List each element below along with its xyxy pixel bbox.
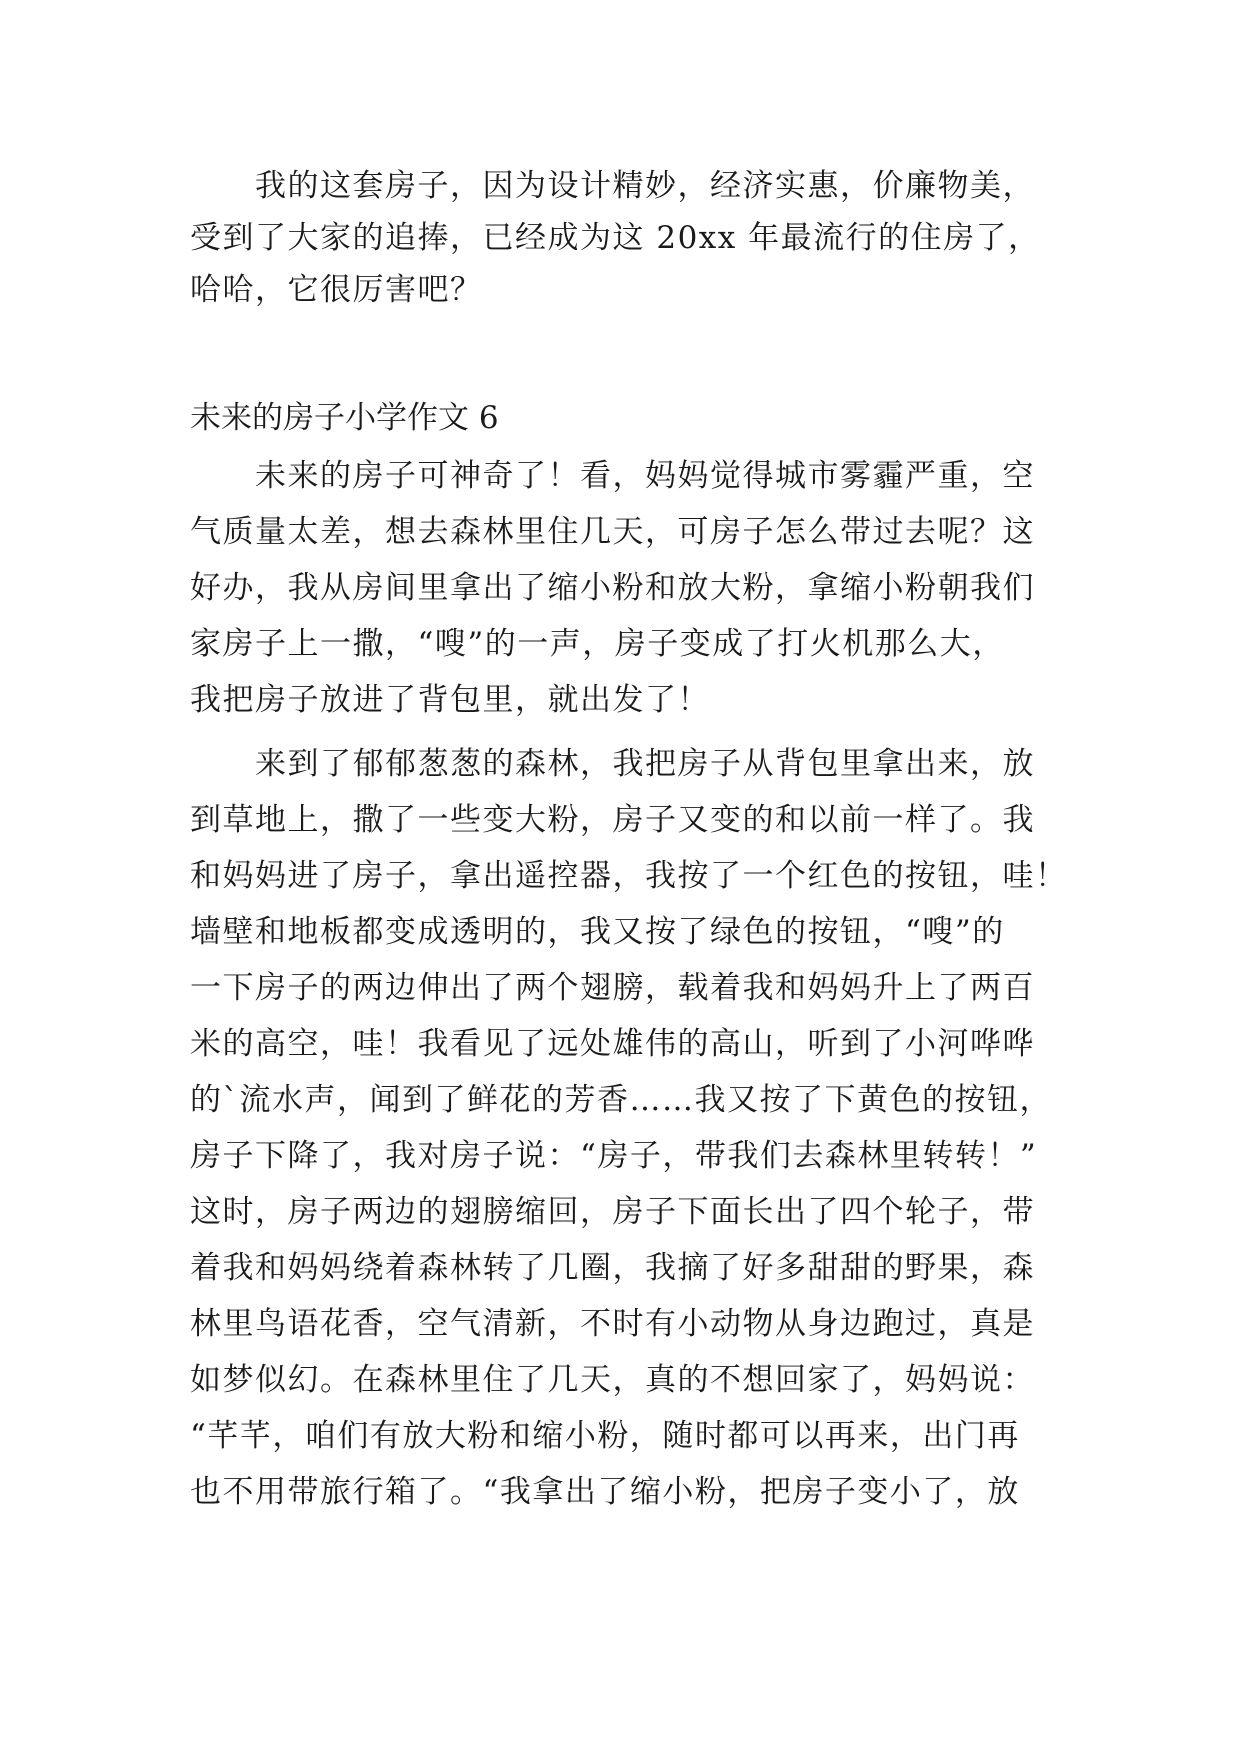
text-line: 我的这套房子，因为设计精妙，经济实惠，价廉物美， bbox=[255, 168, 1035, 204]
text-line: 受到了大家的追捧，已经成为这 20xx 年最流行的住房了， bbox=[190, 220, 1041, 256]
text-line: 和妈妈进了房子，拿出遥控器，我按了一个红色的按钮，哇！ bbox=[190, 858, 1068, 894]
text-line: 林里鸟语花香，空气清新，不时有小动物从身边跑过，真是 bbox=[190, 1306, 1035, 1342]
text-line: 墙壁和地板都变成透明的，我又按了绿色的按钮，“嗖”的 bbox=[190, 914, 1005, 950]
text-line: 也不用带旅行箱了。“我拿出了缩小粉，把房子变小了，放 bbox=[190, 1474, 1020, 1510]
text-line: 的`流水声，闻到了鲜花的芳香……我又按了下黄色的按钮， bbox=[190, 1082, 1052, 1118]
text-line: 气质量太差，想去森林里住几天，可房子怎么带过去呢？这 bbox=[190, 514, 1035, 550]
text-line: 我把房子放进了背包里，就出发了！ bbox=[190, 682, 710, 718]
text-line: 好办，我从房间里拿出了缩小粉和放大粉，拿缩小粉朝我们 bbox=[190, 570, 1035, 606]
text-line: 米的高空，哇！我看见了远处雄伟的高山，听到了小河哗哗 bbox=[190, 1026, 1035, 1062]
text-line: 家房子上一撒，“嗖”的一声，房子变成了打火机那么大， bbox=[190, 626, 1005, 662]
text-line: 房子下降了，我对房子说：“房子，带我们去森林里转转！” bbox=[190, 1138, 1038, 1174]
text-line: 着我和妈妈绕着森林转了几圈，我摘了好多甜甜的野果，森 bbox=[190, 1250, 1035, 1286]
text-line: “芊芊，咱们有放大粉和缩小粉，随时都可以再来，出门再 bbox=[190, 1418, 1020, 1454]
text-line: 来到了郁郁葱葱的森林，我把房子从背包里拿出来，放 bbox=[255, 746, 1035, 782]
text-line: 哈哈，它很厉害吧？ bbox=[190, 272, 483, 308]
section-heading: 未来的房子小学作文 6 bbox=[190, 400, 499, 436]
text-line: 未来的房子可神奇了！看，妈妈觉得城市雾霾严重，空 bbox=[255, 458, 1035, 494]
text-line: 如梦似幻。在森林里住了几天，真的不想回家了，妈妈说： bbox=[190, 1362, 1035, 1398]
text-line: 到草地上，撒了一些变大粉，房子又变的和以前一样了。我 bbox=[190, 802, 1035, 838]
text-line: 这时，房子两边的翅膀缩回，房子下面长出了四个轮子，带 bbox=[190, 1194, 1035, 1230]
text-line: 一下房子的两边伸出了两个翅膀，载着我和妈妈升上了两百 bbox=[190, 970, 1035, 1006]
